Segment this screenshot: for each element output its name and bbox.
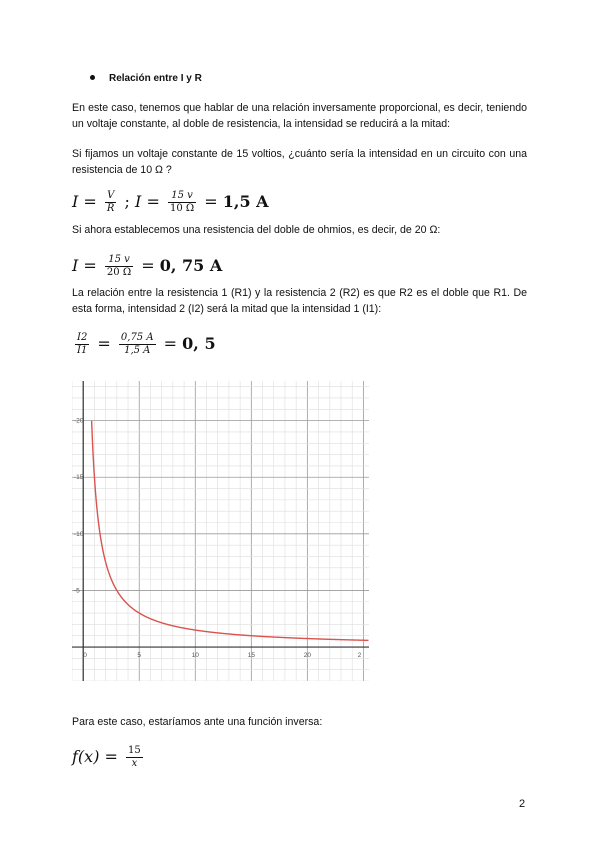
result-value: 0, 5: [182, 334, 216, 353]
paragraph-relation: La relación entre la resistencia 1 (R1) y la resistencia 2 (R2) es que R2 es el doble que R1. De esta forma, intensidad 2 (I2) será la mitad que la intensidad 1 (I1):: [72, 287, 527, 315]
x-tick-label: 2: [357, 652, 362, 660]
page-number: 2: [519, 798, 526, 810]
paragraph-inverse: Para este caso, estaríamos ante una función inversa:: [72, 716, 323, 728]
equation-function: f(x) = $\frac{15}{x}$: [72, 745, 141, 769]
x-tick-label: 20: [303, 652, 311, 660]
paragraph-question: Si fijamos un voltaje constante de 15 voltios, ¿cuánto sería la intensidad en un circuito con una resistencia de 10 Ω ?: [72, 148, 527, 176]
x-tick-label: 5: [137, 652, 142, 660]
x-tick-label: 15: [247, 652, 255, 660]
y-tick-label: -5: [74, 587, 80, 595]
y-tick-label: -10: [74, 530, 84, 538]
paragraph-intro: En este caso, tenemos que hablar de una relación inversamente proporcional, es decir, teniendo un voltaje constante, al doble de resistencia, la intensidad se reducirá a la mitad:: [72, 102, 527, 130]
equation-ohm-law: I = $\frac{V}{R}$ ; I = $\frac{15 v}{10 \Omega}$ = 1,5 A: [72, 190, 269, 214]
series-line-15-over-x: [92, 421, 369, 641]
inverse-function-graph: [72, 381, 369, 681]
y-tick-label: -20: [74, 417, 84, 425]
result-value: 0, 75 A: [159, 256, 223, 275]
equation-ratio: $\frac{I2}{I1}$ = $\frac{0,75 A}{1,5 A}$ = 0, 5: [77, 332, 216, 356]
bullet-icon: [90, 75, 95, 80]
paragraph-double-resistance: Si ahora establecemos una resistencia del doble de ohmios, es decir, de 20 Ω:: [72, 224, 441, 236]
section-heading: Relación entre I y R: [90, 73, 202, 84]
x-tick-label: 10: [191, 652, 199, 660]
result-value: 1,5 A: [222, 192, 269, 211]
equation-current-20ohm: I = $\frac{15 v}{20 \Omega}$ = 0, 75 A: [72, 254, 223, 278]
y-tick-label: -15: [74, 474, 84, 482]
x-tick-label: 0: [83, 652, 87, 660]
